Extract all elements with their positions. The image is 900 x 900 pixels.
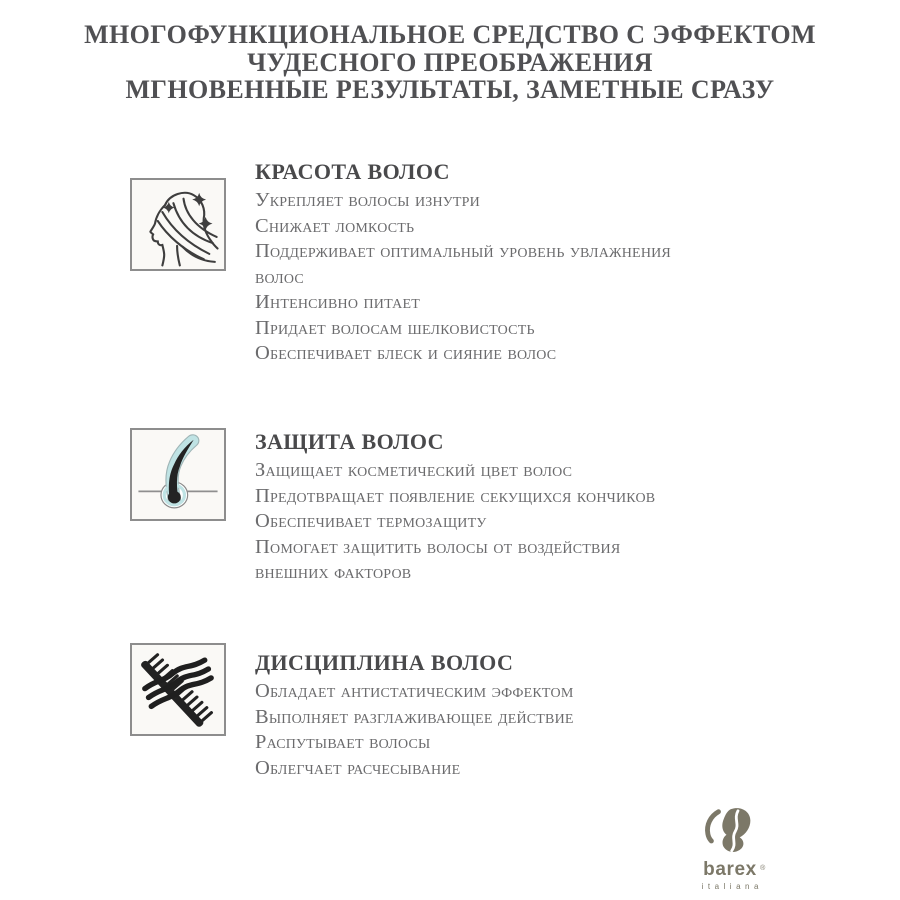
feature-line: Интенсивно питает <box>255 291 420 313</box>
comb-wavy-hair-icon <box>132 645 224 734</box>
feature-line: Облегчает расчесывание <box>255 756 461 779</box>
protection-icon-frame <box>130 428 226 521</box>
feature-line: Распутывает волосы <box>255 731 431 753</box>
section-protection <box>255 429 820 586</box>
discipline-icon-frame <box>130 643 226 736</box>
feature-line: Помогает защитить волосы от воздействия <box>255 535 621 558</box>
section-discipline <box>255 650 820 781</box>
section-title: ДИСЦИПЛИНА ВОЛОС <box>255 650 514 675</box>
page-title-line: ЧУДЕСНОГО ПРЕОБРАЖЕНИЯ <box>247 47 653 77</box>
feature-line: Придает волосам шелковистость <box>255 316 535 339</box>
feature-line: Поддерживает оптимальный уровень увлажнения <box>255 240 671 262</box>
beauty-icon-frame <box>130 178 226 271</box>
feature-line: Защищает косметический цвет волос <box>255 459 573 481</box>
page-title-line: МГНОВЕННЫЕ РЕЗУЛЬТАТЫ, ЗАМЕТНЫЕ СРАЗУ <box>125 75 775 104</box>
feature-line: Обладает антистатическим эффектом <box>255 680 574 702</box>
brand-name: barex ® <box>703 859 766 880</box>
feature-line: Обеспечивает термозащиту <box>255 510 487 532</box>
page-title-line: МНОГОФУНКЦИОНАЛЬНОЕ СРЕДСТВО С ЭФФЕКТОМ <box>84 20 816 49</box>
hair-root <box>168 491 181 503</box>
feature-line: волос <box>255 265 304 288</box>
section-title: ЗАЩИТА ВОЛОС <box>255 429 444 454</box>
feature-line: внешних факторов <box>255 561 412 583</box>
section-title: КРАСОТА ВОЛОС <box>255 159 450 184</box>
feature-line: Снижает ломкость <box>255 214 415 237</box>
barex-logo-icon <box>699 806 761 860</box>
section-beauty <box>255 159 820 367</box>
feature-line: Обеспечивает блеск и сияние волос <box>255 342 557 364</box>
page-title <box>40 21 860 104</box>
feature-line: Укрепляет волосы изнутри <box>255 189 480 211</box>
feature-line: Предотвращает появление секущихся кончиков <box>255 484 656 507</box>
woman-profile-sparkles-icon <box>132 180 224 269</box>
feature-line: Выполняет разглаживающее действие <box>255 705 574 728</box>
brand-subtitle: italiana <box>701 882 763 891</box>
registered-mark: ® <box>760 865 766 872</box>
hair-follicle-icon <box>132 430 224 519</box>
brand-logo <box>678 806 782 892</box>
